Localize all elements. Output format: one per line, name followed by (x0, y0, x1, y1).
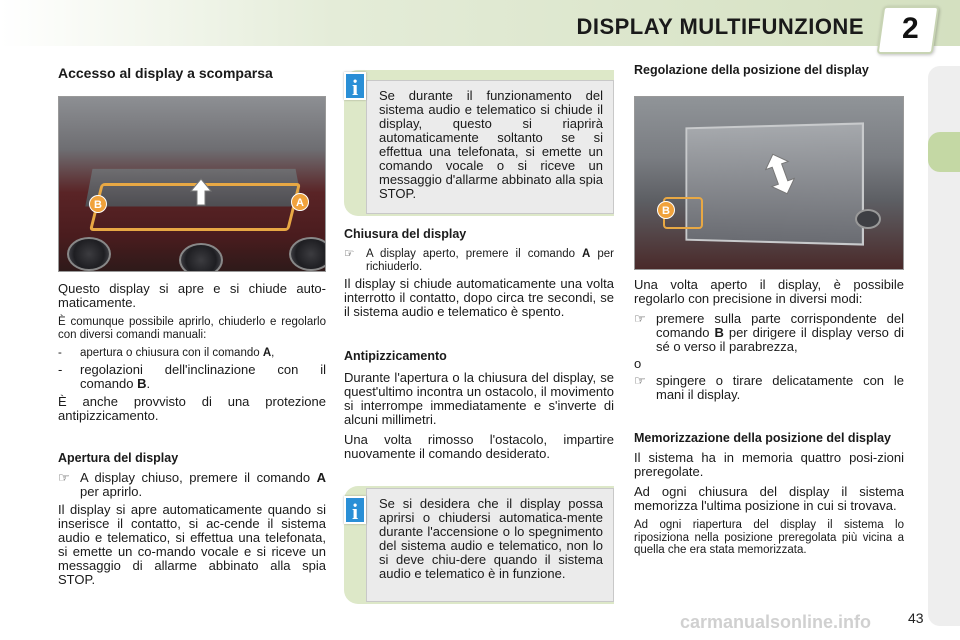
section-heading-closing: Chiusura del display (344, 227, 467, 241)
left-body (58, 282, 326, 429)
closing-paragraph: Il display si chiude automaticamente una volta interrotto il contatto, dopo circa tre secondi, se il sistema audio e telematico è spento. (344, 276, 614, 319)
intro-paragraph: Questo display si apre e si chiude auto-maticamente. (58, 281, 326, 310)
button-a (855, 209, 881, 229)
section-heading-memory: Memorizzazione della posizione del display (634, 431, 892, 445)
list-item: - apertura o chiusura con il comando A, (58, 347, 275, 359)
antipinch-section (344, 350, 614, 467)
page-number: 43 (908, 610, 924, 626)
dashboard-photo-closed (58, 96, 326, 272)
pointer-icon: ☞ (344, 248, 355, 260)
list-item: - regolazioni dell'inclinazione con il comando B. (58, 361, 326, 391)
info-box-auto: Se si desidera che il display possa aprirsi o chiudersi automatica-mente durante l'accensione o lo spegnimento del sistema audio e telematico, non lo si deve chiu-dere quando il sistema audio e telematico è in funzione. (366, 488, 614, 602)
list-item: ☞ premere sulla parte corrispondente del comando B per dirigere il display verso di sé o verso il parabrezza, (634, 311, 905, 354)
watermark: carmanualsonline.info (680, 612, 872, 632)
manual-paragraph: È comunque possibile aprirlo, chiuderlo e regolarlo con diversi comandi manuali: (58, 316, 326, 341)
list-item: ☞ A display aperto, premere il comando A per richiuderlo. (344, 248, 614, 273)
section-heading-opening: Apertura del display (58, 451, 179, 465)
pointer-icon: ☞ (634, 373, 646, 388)
or-text: o (634, 356, 642, 371)
list-item: ☞ A display chiuso, premere il comando A per aprirlo. (58, 470, 326, 499)
pointer-icon: ☞ (634, 311, 646, 326)
air-vent-center (179, 243, 223, 272)
chapter-tab[interactable] (928, 132, 960, 172)
memory-paragraph-1: Il sistema ha in memoria quattro posi-zioni preregolate. (634, 450, 904, 479)
section-heading-adjust: Regolazione della posizione del display (634, 63, 869, 77)
page-title: DISPLAY MULTIFUNZIONE (576, 14, 864, 39)
label-b: B (89, 195, 107, 213)
label-a: A (291, 193, 309, 211)
memory-paragraph-2: Ad ogni chiusura del display il sistema memorizza l'ultima posizione in cui si trovava. (634, 484, 904, 513)
antipinch-note: È anche provvisto di una protezione antipizzicamento. (58, 393, 326, 423)
closing-section (344, 228, 614, 325)
list-item: ☞ spingere o tirare delicatamente con le mani il display. (634, 373, 904, 402)
air-vent-left (67, 237, 111, 271)
info-box-reopen: Se durante il funzionamento del sistema audio e telematico si chiude il display, questo si riaprirà automaticamente soltanto se si effettua una telefonata, si emette un comando vocale o si riceve un messaggio d'allarme abbinato alla spia STOP. (366, 80, 614, 214)
air-vent-right (289, 237, 326, 271)
section-heading-access: Accesso al display a scomparsa (58, 65, 273, 81)
adjust-paragraph: Una volta aperto il display, è possibile regolarlo con precisione in diversi modi: (634, 277, 904, 306)
opening-section (58, 452, 326, 593)
label-b: B (657, 201, 675, 219)
adjust-body (634, 278, 904, 405)
section-heading-antipinch: Antipizzicamento (344, 349, 447, 363)
info-icon: i (344, 496, 366, 524)
up-arrow-icon (189, 177, 213, 207)
memo-section (634, 432, 904, 563)
dashboard-photo-open (634, 96, 904, 270)
pointer-icon: ☞ (58, 470, 70, 485)
tilt-arrow-icon (765, 151, 795, 197)
left-column (58, 66, 326, 88)
opening-paragraph: Il display si apre automaticamente quando si inserisce il contatto, si ac-cende il sistema audio e telematico, si effettua una telefonata, si emette un co-mando vocale e si riceve un messaggio di allarme abbinato alla spia STOP. (58, 502, 326, 587)
memory-paragraph-3: Ad ogni riapertura del display il sistema lo riposiziona nella posizione preregolata più vicina a quella che era stata memorizzata. (634, 519, 904, 556)
info-icon: i (344, 72, 366, 100)
right-heading-wrap (634, 64, 904, 77)
chapter-number: 2 (902, 12, 919, 45)
antipinch-paragraph-2: Una volta rimosso l'ostacolo, impartire nuovamente il comando desiderato. (344, 432, 614, 461)
antipinch-paragraph-1: Durante l'apertura o la chiusura del display, se quest'ultimo incontra un ostacolo, il movimento si interrompe immediatamente e s'inverte di alcuni millimetri. (344, 370, 614, 427)
